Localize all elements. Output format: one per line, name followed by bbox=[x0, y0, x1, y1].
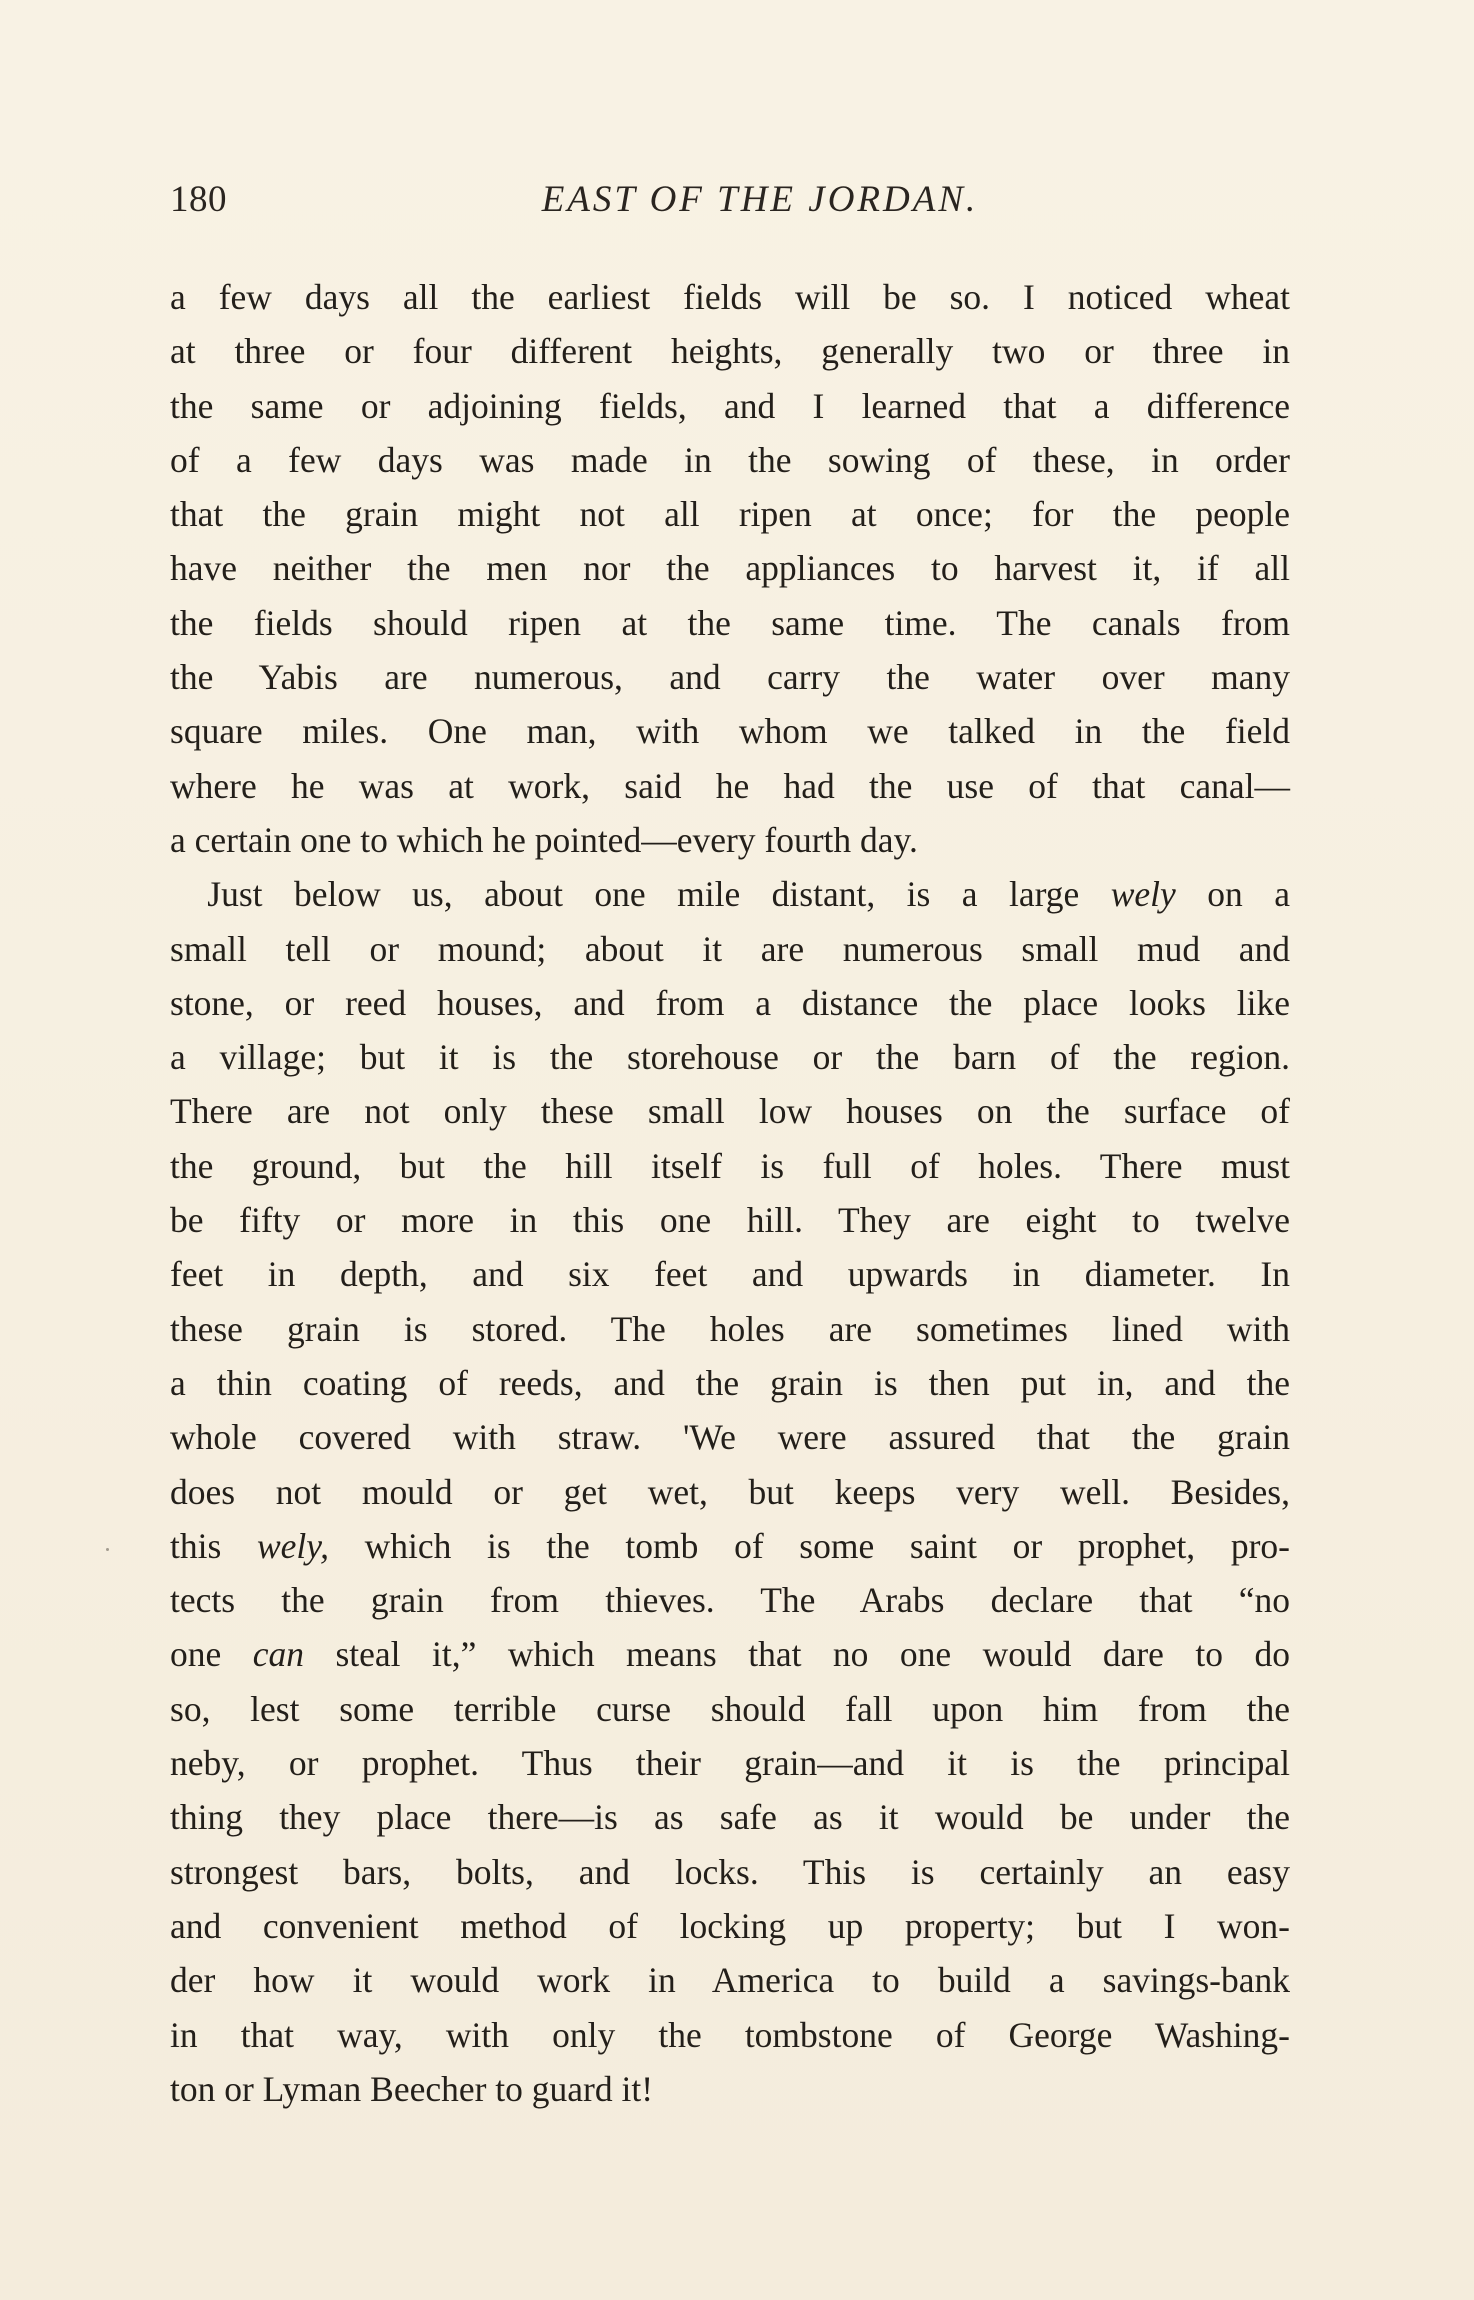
text-line: a thin coating of reeds, and the grain is then put in, and the bbox=[170, 1362, 1290, 1403]
page-number: 180 bbox=[170, 179, 227, 220]
paragraph-2 bbox=[170, 867, 1290, 2116]
text-fragment: one bbox=[170, 1634, 253, 1675]
text-line: and convenient method of locking up property; but I won- bbox=[170, 1905, 1290, 1946]
text-fragment: on a bbox=[1175, 874, 1290, 915]
text-line: thing they place there—is as safe as it would be under the bbox=[170, 1797, 1290, 1838]
text-line bbox=[170, 867, 1290, 921]
text-line bbox=[170, 1519, 1290, 1573]
text-line: so, lest some terrible curse should fall upon him from the bbox=[170, 1688, 1290, 1729]
text-line: There are not only these small low houses on the surface of bbox=[170, 1091, 1290, 1132]
italic-term: can bbox=[252, 1634, 304, 1675]
text-line: where he was at work, said he had the use of that canal— bbox=[170, 765, 1290, 806]
text-line: the Yabis are numerous, and carry the water over many bbox=[170, 657, 1290, 698]
text-line: have neither the men nor the appliances to harvest it, if all bbox=[170, 548, 1290, 589]
text-line: ton or Lyman Beecher to guard it! bbox=[170, 2068, 654, 2109]
text-fragment: Just below us, about one mile distant, is a large bbox=[207, 874, 1111, 915]
page-header bbox=[170, 178, 1290, 228]
text-line: the same or adjoining fields, and I learned that a difference bbox=[170, 385, 1290, 426]
text-fragment: steal it,” which means that no one would dare to do bbox=[304, 1634, 1290, 1675]
text-fragment: this bbox=[170, 1525, 257, 1566]
text-line: the fields should ripen at the same time. The canals from bbox=[170, 602, 1290, 643]
text-line: in that way, with only the tombstone of George Washing- bbox=[170, 2014, 1290, 2055]
text-line: a few days all the earliest fields will be so. I noticed wheat bbox=[170, 277, 1290, 317]
text-line: be fifty or more in this one hill. They are eight to twelve bbox=[170, 1200, 1290, 1241]
italic-term: wely, bbox=[256, 1525, 329, 1566]
italic-term: wely bbox=[1110, 874, 1176, 915]
text-line: does not mould or get wet, but keeps very well. Besides, bbox=[170, 1471, 1290, 1512]
text-line: der how it would work in America to build a savings-bank bbox=[170, 1960, 1290, 2001]
text-line: the ground, but the hill itself is full of holes. There must bbox=[170, 1145, 1290, 1186]
text-line: a certain one to which he pointed—every fourth day. bbox=[170, 819, 918, 860]
text-fragment: which is the tomb of some saint or prophet, pro- bbox=[328, 1525, 1290, 1566]
text-line: strongest bars, bolts, and locks. This is certainly an easy bbox=[170, 1851, 1290, 1892]
text-line: small tell or mound; about it are numerous small mud and bbox=[170, 928, 1290, 969]
paper-speck bbox=[106, 1548, 109, 1551]
text-line: these grain is stored. The holes are sometimes lined with bbox=[170, 1308, 1290, 1349]
text-line: square miles. One man, with whom we talked in the field bbox=[170, 711, 1290, 752]
text-line: of a few days was made in the sowing of these, in order bbox=[170, 439, 1290, 480]
text-line bbox=[170, 1627, 1290, 1681]
text-line: at three or four different heights, generally two or three in bbox=[170, 331, 1290, 372]
text-line: whole covered with straw. 'We were assured that the grain bbox=[170, 1417, 1290, 1458]
body-text bbox=[170, 270, 1290, 2116]
text-line: that the grain might not all ripen at once; for the people bbox=[170, 494, 1290, 535]
text-line: a village; but it is the storehouse or the barn of the region. bbox=[170, 1037, 1290, 1078]
text-line: tects the grain from thieves. The Arabs declare that “no bbox=[170, 1580, 1290, 1621]
running-head: EAST OF THE JORDAN. bbox=[541, 179, 979, 220]
paragraph-1 bbox=[170, 270, 1290, 867]
text-line: feet in depth, and six feet and upwards in diameter. In bbox=[170, 1254, 1290, 1295]
text-line: stone, or reed houses, and from a distance the place looks like bbox=[170, 982, 1290, 1023]
text-line: neby, or prophet. Thus their grain—and it is the principal bbox=[170, 1743, 1290, 1784]
